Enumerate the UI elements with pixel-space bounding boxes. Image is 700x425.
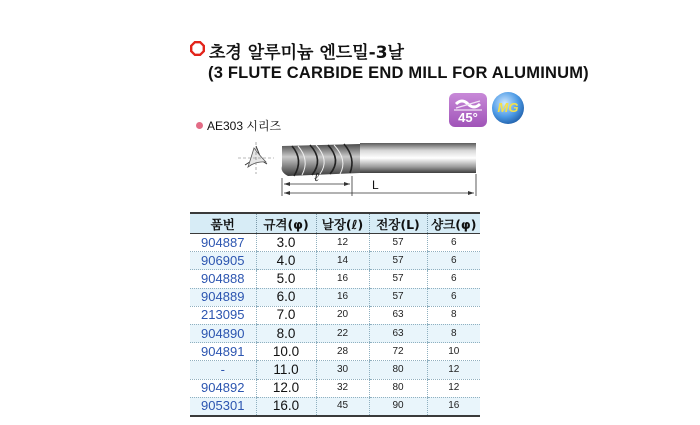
table-row bbox=[190, 379, 480, 397]
cell-total-length: 80 bbox=[369, 361, 427, 379]
page-title-korean: 초경 알루미늄 엔드밀-3날 bbox=[209, 43, 404, 63]
cell-flute-length: 30 bbox=[316, 361, 369, 379]
cell-diameter: 4.0 bbox=[256, 252, 316, 270]
table-header-row bbox=[190, 213, 480, 234]
cell-flute-length: 22 bbox=[316, 324, 369, 342]
header-flute-length: 날장(ℓ) bbox=[316, 213, 369, 234]
cell-shank: 6 bbox=[427, 270, 480, 288]
cell-flute-length: 32 bbox=[316, 379, 369, 397]
cell-flute-length: 20 bbox=[316, 306, 369, 324]
table-row bbox=[190, 252, 480, 270]
cell-shank: 12 bbox=[427, 379, 480, 397]
cell-diameter: 3.0 bbox=[256, 234, 316, 252]
cell-flute-length: 16 bbox=[316, 288, 369, 306]
table-row bbox=[190, 306, 480, 324]
cell-code: 904889 bbox=[190, 288, 256, 306]
cell-diameter: 7.0 bbox=[256, 306, 316, 324]
cell-code: 906905 bbox=[190, 252, 256, 270]
table-row bbox=[190, 288, 480, 306]
spec-table bbox=[190, 212, 480, 417]
cell-flute-length: 28 bbox=[316, 343, 369, 361]
total-length-label: L bbox=[372, 178, 379, 192]
cross-section-icon bbox=[238, 142, 274, 174]
cell-total-length: 63 bbox=[369, 324, 427, 342]
end-mill-drawing bbox=[232, 136, 492, 206]
table-row bbox=[190, 361, 480, 379]
cell-shank: 16 bbox=[427, 397, 480, 416]
cell-diameter: 11.0 bbox=[256, 361, 316, 379]
cell-shank: 8 bbox=[427, 324, 480, 342]
cell-total-length: 57 bbox=[369, 252, 427, 270]
cell-flute-length: 14 bbox=[316, 252, 369, 270]
cell-shank: 6 bbox=[427, 234, 480, 252]
cell-shank: 12 bbox=[427, 361, 480, 379]
cell-diameter: 6.0 bbox=[256, 288, 316, 306]
mg-coating-badge bbox=[490, 90, 526, 126]
helix-45-badge bbox=[448, 92, 488, 128]
cell-total-length: 80 bbox=[369, 379, 427, 397]
cell-total-length: 57 bbox=[369, 270, 427, 288]
cell-code: 904891 bbox=[190, 343, 256, 361]
cell-total-length: 57 bbox=[369, 234, 427, 252]
cell-diameter: 12.0 bbox=[256, 379, 316, 397]
cell-code: 213095 bbox=[190, 306, 256, 324]
table-row bbox=[190, 270, 480, 288]
cell-shank: 10 bbox=[427, 343, 480, 361]
helix-angle-label: 45° bbox=[458, 110, 478, 125]
header-shank: 샹크(φ) bbox=[427, 213, 480, 234]
header-diameter: 규격(φ) bbox=[256, 213, 316, 234]
cell-total-length: 72 bbox=[369, 343, 427, 361]
header-code: 품번 bbox=[190, 213, 256, 234]
cell-total-length: 63 bbox=[369, 306, 427, 324]
cell-shank: 6 bbox=[427, 252, 480, 270]
table-row bbox=[190, 343, 480, 361]
cell-diameter: 8.0 bbox=[256, 324, 316, 342]
flute-length-label: ℓ bbox=[314, 170, 319, 184]
cell-code: 904888 bbox=[190, 270, 256, 288]
cell-diameter: 10.0 bbox=[256, 343, 316, 361]
cell-code: 904887 bbox=[190, 234, 256, 252]
cell-code: 904890 bbox=[190, 324, 256, 342]
cell-total-length: 90 bbox=[369, 397, 427, 416]
page-title-english: (3 FLUTE CARBIDE END MILL FOR ALUMINUM) bbox=[208, 64, 589, 82]
series-label: AE303 시리즈 bbox=[207, 119, 282, 133]
cell-code: 905301 bbox=[190, 397, 256, 416]
coating-label: MG bbox=[497, 100, 519, 115]
cell-code: 904892 bbox=[190, 379, 256, 397]
cell-code: - bbox=[190, 361, 256, 379]
bullet-icon bbox=[196, 122, 203, 129]
cell-diameter: 5.0 bbox=[256, 270, 316, 288]
cell-flute-length: 16 bbox=[316, 270, 369, 288]
cell-flute-length: 12 bbox=[316, 234, 369, 252]
cell-total-length: 57 bbox=[369, 288, 427, 306]
cell-flute-length: 45 bbox=[316, 397, 369, 416]
cell-diameter: 16.0 bbox=[256, 397, 316, 416]
table-row bbox=[190, 397, 480, 416]
table-row bbox=[190, 234, 480, 252]
cell-shank: 6 bbox=[427, 288, 480, 306]
header-total-length: 전장(L) bbox=[369, 213, 427, 234]
table-row bbox=[190, 324, 480, 342]
cell-shank: 8 bbox=[427, 306, 480, 324]
octagon-title-icon bbox=[190, 41, 205, 56]
